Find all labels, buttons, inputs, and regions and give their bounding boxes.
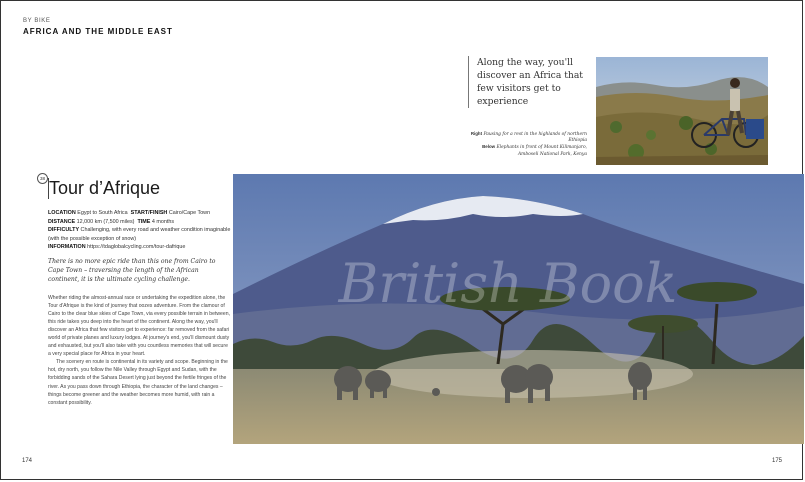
- fact-label-location: LOCATION: [48, 210, 76, 216]
- article-facts: [48, 209, 232, 252]
- kilimanjaro-illustration: [233, 174, 804, 444]
- fact-value-location: Egypt to South Africa: [77, 210, 128, 216]
- fact-label-time: TIME: [137, 218, 151, 225]
- article-intro: There is no more epic ride than this one from Cairo to Cape Town – traversing the length of the African continent, it is the ultimate cycling challenge.: [48, 258, 216, 283]
- cyclist-photo: [596, 57, 768, 165]
- fact-label-difficulty: DIFFICULTY: [48, 227, 80, 234]
- section-kicker: BY BIKE: [23, 18, 51, 24]
- body-paragraph-1: Whether riding the almost-annual race or undertaking the expedition alone, the Tour d'Afrique is the kind of journey that oozes adventure. From the clamour of Cairo to the clear blue skies of Cape Town, via every possible terrain in between, this ride takes you deep into the heart of the continent. Along the way, you'll discover an Africa that few visitors get to experience: far removed from the safari world of private planes and luxury lodges. At journey's end, you'll dismount dusty and exhausted, but you'll also take with you countless memories that will secure a very special place for Africa in your heart.: [48, 295, 230, 358]
- kilimanjaro-elephants-photo: [233, 174, 804, 444]
- article-body: [48, 294, 232, 407]
- fact-value-time: 4 months: [151, 218, 175, 225]
- article-title: Tour d’Afrique: [49, 178, 161, 198]
- section-title: AFRICA AND THE MIDDLE EAST: [23, 27, 173, 36]
- caption-below-text: Elephants in front of Mount Kilimanjaro, Amboseli National Park, Kenya: [496, 145, 587, 157]
- fact-label-start-finish: START/FINISH: [130, 210, 168, 216]
- fact-value-information[interactable]: https://tdaglobalcycling.com/tour-dafrique: [87, 244, 186, 251]
- fact-label-information: INFORMATION: [48, 244, 86, 251]
- article-number-badge: 38: [37, 173, 48, 184]
- page-number-right: 175: [772, 458, 783, 464]
- pull-quote: Along the way, you'll discover an Africa that few visitors get to experience: [468, 56, 599, 108]
- caption-right-label: Right: [470, 131, 483, 136]
- photo-captions: [470, 131, 587, 158]
- watermark-text: British Book: [338, 252, 678, 315]
- fact-label-distance: DISTANCE: [48, 218, 76, 225]
- body-paragraph-2: The scenery en route is continental in its variety and scope. Beginning in the hot, dry north, you follow the Nile Valley through Egypt and Sudan, with the forbidding sands of the Sahara Desert lying just beyond the fertile fringes of the river. As you pass down through Ethiopia, the character of the land changes – things become greener and the weather becomes more humid, with rain a constant possibility.: [48, 359, 228, 406]
- fact-value-difficulty: Challenging, with every road and weather condition imaginable (with the possible exception of snow): [48, 227, 231, 242]
- caption-below-label: Below: [482, 144, 496, 150]
- caption-right-text: Pausing for a rest in the highlands of northern Ethiopia: [483, 132, 587, 144]
- fact-value-start-finish: Cairo/Cape Town: [168, 210, 211, 216]
- page-number-left: 174: [22, 458, 33, 464]
- cyclist-illustration: [596, 57, 768, 165]
- fact-value-distance: 12,000 km (7,500 miles): [76, 218, 135, 225]
